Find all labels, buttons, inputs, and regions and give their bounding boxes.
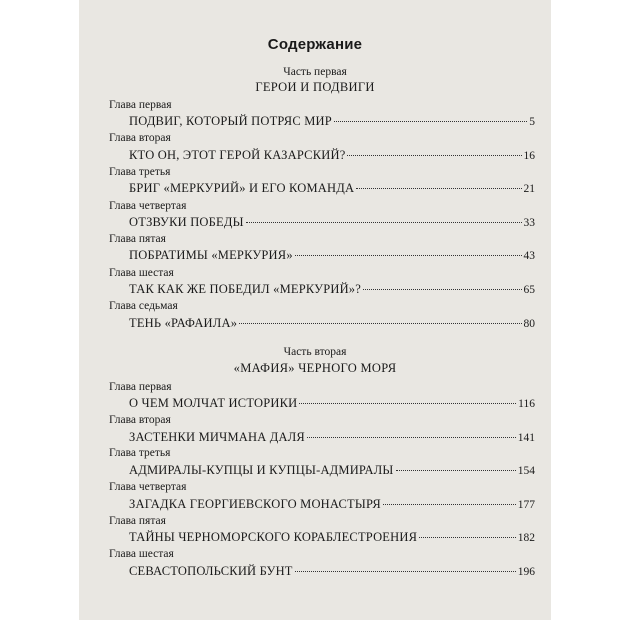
dot-leader xyxy=(347,155,521,156)
chapter-label: Глава пятая xyxy=(109,515,166,527)
dot-leader xyxy=(295,571,516,572)
toc-entry[interactable] xyxy=(129,316,535,332)
page-number: 80 xyxy=(523,318,535,330)
chapter-label: Глава четвертая xyxy=(109,200,187,212)
toc-entry[interactable] xyxy=(129,463,535,479)
chapter-title: ТЕНЬ «РАФАИЛА» xyxy=(129,316,238,330)
page-number: 5 xyxy=(529,116,535,128)
chapter-title: ПОДВИГ, КОТОРЫЙ ПОТРЯС МИР xyxy=(129,114,332,128)
page-number: 21 xyxy=(523,183,535,195)
chapter-title: КТО ОН, ЭТОТ ГЕРОЙ КАЗАРСКИЙ? xyxy=(129,148,346,162)
dot-leader xyxy=(299,403,516,404)
part-2-label: Часть вторая xyxy=(283,346,347,358)
dot-leader xyxy=(239,323,521,324)
page-number: 33 xyxy=(523,217,535,229)
toc-entry[interactable] xyxy=(129,248,535,264)
page-number: 196 xyxy=(517,566,535,578)
toc-entry[interactable] xyxy=(129,530,535,546)
chapter-label: Глава третья xyxy=(109,166,171,178)
toc-entry[interactable] xyxy=(129,564,535,580)
toc-heading: Содержание xyxy=(267,36,363,53)
dot-leader xyxy=(383,504,516,505)
chapter-label: Глава вторая xyxy=(109,132,171,144)
chapter-label: Глава седьмая xyxy=(109,300,178,312)
toc-entry[interactable] xyxy=(129,215,535,231)
part-1-title: ГЕРОИ И ПОДВИГИ xyxy=(255,80,375,94)
chapter-label: Глава пятая xyxy=(109,233,166,245)
dot-leader xyxy=(295,255,522,256)
book-page xyxy=(79,0,551,620)
chapter-label: Глава третья xyxy=(109,447,171,459)
dot-leader xyxy=(363,289,521,290)
chapter-label: Глава первая xyxy=(109,99,172,111)
page-number: 154 xyxy=(517,465,535,477)
page-number: 141 xyxy=(517,432,535,444)
page-number: 116 xyxy=(518,398,535,410)
chapter-title: ТАЙНЫ ЧЕРНОМОРСКОГО КОРАБЛЕСТРОЕНИЯ xyxy=(129,530,418,544)
toc-entry[interactable] xyxy=(129,181,535,197)
dot-leader xyxy=(396,470,516,471)
page-number: 16 xyxy=(523,150,535,162)
toc-entry[interactable] xyxy=(129,148,535,164)
page-number: 43 xyxy=(523,250,535,262)
chapter-label: Глава вторая xyxy=(109,414,171,426)
dot-leader xyxy=(419,537,516,538)
chapter-title: ОТЗВУКИ ПОБЕДЫ xyxy=(129,215,244,229)
chapter-label: Глава шестая xyxy=(109,548,174,560)
chapter-title: ЗАГАДКА ГЕОРГИЕВСКОГО МОНАСТЫРЯ xyxy=(129,497,381,511)
page-number: 65 xyxy=(523,284,535,296)
chapter-label: Глава первая xyxy=(109,381,172,393)
page-number: 177 xyxy=(517,499,535,511)
chapter-label: Глава шестая xyxy=(109,267,174,279)
toc-entry[interactable] xyxy=(129,114,535,130)
chapter-title: ТАК КАК ЖЕ ПОБЕДИЛ «МЕРКУРИЙ»? xyxy=(129,282,362,296)
dot-leader xyxy=(246,222,522,223)
toc-entry[interactable] xyxy=(129,430,535,446)
dot-leader xyxy=(356,188,521,189)
page-number: 182 xyxy=(517,532,535,544)
chapter-title: О ЧЕМ МОЛЧАТ ИСТОРИКИ xyxy=(129,396,298,410)
chapter-title: ЗАСТЕНКИ МИЧМАНА ДАЛЯ xyxy=(129,430,305,444)
part-2-title: «МАФИЯ» ЧЕРНОГО МОРЯ xyxy=(233,361,397,375)
toc-entry[interactable] xyxy=(129,396,535,412)
chapter-title: АДМИРАЛЫ-КУПЦЫ И КУПЦЫ-АДМИРАЛЫ xyxy=(129,463,394,477)
toc-entry[interactable] xyxy=(129,282,535,298)
chapter-label: Глава четвертая xyxy=(109,481,187,493)
part-1-label: Часть первая xyxy=(283,66,347,78)
dot-leader xyxy=(307,437,516,438)
chapter-title: СЕВАСТОПОЛЬСКИЙ БУНТ xyxy=(129,564,293,578)
toc-entry[interactable] xyxy=(129,497,535,513)
chapter-title: ПОБРАТИМЫ «МЕРКУРИЯ» xyxy=(129,248,293,262)
dot-leader xyxy=(334,121,527,122)
chapter-title: БРИГ «МЕРКУРИЙ» И ЕГО КОМАНДА xyxy=(129,181,355,195)
